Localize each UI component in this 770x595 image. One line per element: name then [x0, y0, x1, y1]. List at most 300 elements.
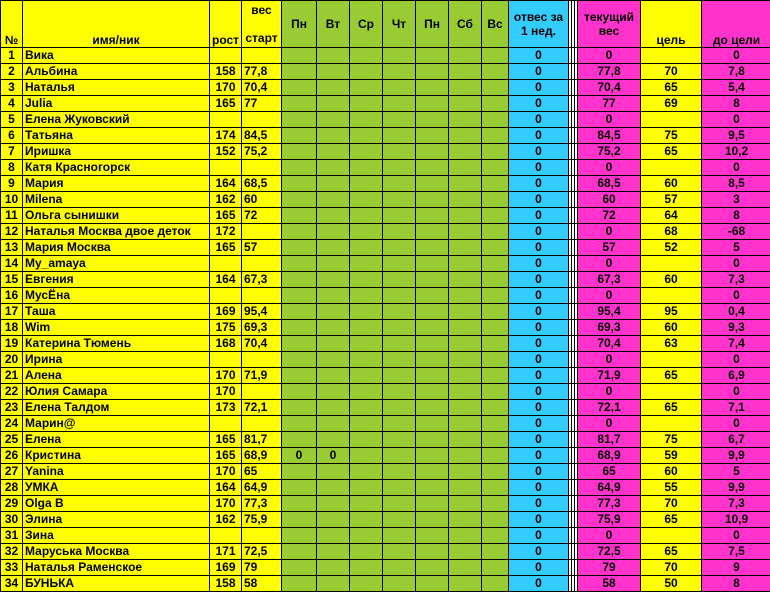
cell-day-sun[interactable]	[482, 528, 509, 544]
cell-day-thu[interactable]	[383, 528, 416, 544]
cell-day-thu[interactable]	[383, 288, 416, 304]
cell-day-wed[interactable]	[350, 320, 383, 336]
cell-to-goal[interactable]: 0	[702, 112, 770, 128]
cell-height[interactable]	[210, 528, 242, 544]
cell-day-tue[interactable]	[317, 544, 350, 560]
cell-loss-week[interactable]: 0	[509, 112, 569, 128]
cell-day-sat[interactable]	[449, 240, 482, 256]
cell-day-sun[interactable]	[482, 240, 509, 256]
cell-day-sat[interactable]	[449, 384, 482, 400]
cell-day-wed[interactable]	[350, 352, 383, 368]
cell-start-weight[interactable]	[242, 528, 282, 544]
cell-num[interactable]: 26	[1, 448, 23, 464]
cell-day-thu[interactable]	[383, 464, 416, 480]
cell-day-tue[interactable]	[317, 416, 350, 432]
cell-day-sat[interactable]	[449, 320, 482, 336]
cell-name[interactable]: Катерина Тюмень	[23, 336, 210, 352]
cell-height[interactable]	[210, 416, 242, 432]
cell-name[interactable]: Альбина	[23, 64, 210, 80]
cell-loss-week[interactable]: 0	[509, 288, 569, 304]
cell-current-weight[interactable]: 0	[578, 224, 641, 240]
cell-loss-week[interactable]: 0	[509, 464, 569, 480]
cell-current-weight[interactable]: 0	[578, 384, 641, 400]
cell-day-tue[interactable]	[317, 192, 350, 208]
cell-day-sat[interactable]	[449, 560, 482, 576]
cell-goal[interactable]: 65	[641, 400, 702, 416]
cell-start-weight[interactable]	[242, 48, 282, 64]
cell-day-fri[interactable]	[416, 240, 449, 256]
cell-day-sat[interactable]	[449, 192, 482, 208]
cell-day-wed[interactable]	[350, 384, 383, 400]
cell-day-sun[interactable]	[482, 400, 509, 416]
cell-loss-week[interactable]: 0	[509, 560, 569, 576]
cell-day-sat[interactable]	[449, 224, 482, 240]
cell-num[interactable]: 11	[1, 208, 23, 224]
cell-goal[interactable]: 68	[641, 224, 702, 240]
cell-day-wed[interactable]	[350, 432, 383, 448]
cell-name[interactable]: Yanina	[23, 464, 210, 480]
cell-current-weight[interactable]: 57	[578, 240, 641, 256]
cell-day-fri[interactable]	[416, 112, 449, 128]
cell-start-weight[interactable]: 67,3	[242, 272, 282, 288]
cell-day-thu[interactable]	[383, 496, 416, 512]
cell-day-tue[interactable]	[317, 48, 350, 64]
cell-day-sun[interactable]	[482, 192, 509, 208]
cell-day-tue[interactable]	[317, 480, 350, 496]
cell-day-sat[interactable]	[449, 544, 482, 560]
cell-day-mon[interactable]	[282, 496, 317, 512]
cell-name[interactable]: Olga B	[23, 496, 210, 512]
cell-day-mon[interactable]	[282, 352, 317, 368]
cell-loss-week[interactable]: 0	[509, 320, 569, 336]
cell-to-goal[interactable]: 0	[702, 48, 770, 64]
cell-goal[interactable]: 70	[641, 64, 702, 80]
cell-day-mon[interactable]	[282, 576, 317, 592]
cell-day-tue[interactable]	[317, 560, 350, 576]
cell-start-weight[interactable]: 75,2	[242, 144, 282, 160]
cell-day-thu[interactable]	[383, 480, 416, 496]
cell-current-weight[interactable]: 84,5	[578, 128, 641, 144]
cell-day-mon[interactable]	[282, 160, 317, 176]
cell-loss-week[interactable]: 0	[509, 352, 569, 368]
cell-to-goal[interactable]: 9,5	[702, 128, 770, 144]
cell-num[interactable]: 4	[1, 96, 23, 112]
cell-current-weight[interactable]: 0	[578, 352, 641, 368]
cell-day-fri[interactable]	[416, 160, 449, 176]
cell-day-mon[interactable]	[282, 224, 317, 240]
cell-loss-week[interactable]: 0	[509, 512, 569, 528]
cell-current-weight[interactable]: 0	[578, 288, 641, 304]
cell-day-tue[interactable]	[317, 176, 350, 192]
header-day-tue[interactable]: Вт	[317, 1, 350, 48]
cell-loss-week[interactable]: 0	[509, 176, 569, 192]
cell-to-goal[interactable]: 9,3	[702, 320, 770, 336]
cell-to-goal[interactable]: 5	[702, 240, 770, 256]
cell-day-sun[interactable]	[482, 448, 509, 464]
cell-day-sun[interactable]	[482, 176, 509, 192]
cell-day-sun[interactable]	[482, 560, 509, 576]
cell-current-weight[interactable]: 75,9	[578, 512, 641, 528]
cell-day-tue[interactable]	[317, 304, 350, 320]
cell-height[interactable]	[210, 160, 242, 176]
cell-day-tue[interactable]	[317, 400, 350, 416]
cell-loss-week[interactable]: 0	[509, 544, 569, 560]
cell-goal[interactable]: 69	[641, 96, 702, 112]
cell-name[interactable]: Татьяна	[23, 128, 210, 144]
cell-goal[interactable]: 57	[641, 192, 702, 208]
cell-day-tue[interactable]	[317, 288, 350, 304]
cell-day-tue[interactable]	[317, 224, 350, 240]
cell-height[interactable]: 162	[210, 192, 242, 208]
cell-day-wed[interactable]	[350, 240, 383, 256]
cell-start-weight[interactable]: 77,8	[242, 64, 282, 80]
cell-day-sun[interactable]	[482, 480, 509, 496]
cell-height[interactable]: 170	[210, 464, 242, 480]
cell-num[interactable]: 29	[1, 496, 23, 512]
cell-day-sat[interactable]	[449, 208, 482, 224]
cell-day-thu[interactable]	[383, 96, 416, 112]
header-num[interactable]: №	[1, 1, 23, 48]
cell-day-wed[interactable]	[350, 272, 383, 288]
cell-day-fri[interactable]	[416, 416, 449, 432]
cell-goal[interactable]	[641, 384, 702, 400]
cell-loss-week[interactable]: 0	[509, 160, 569, 176]
cell-goal[interactable]: 63	[641, 336, 702, 352]
cell-day-thu[interactable]	[383, 256, 416, 272]
cell-goal[interactable]	[641, 256, 702, 272]
cell-goal[interactable]	[641, 160, 702, 176]
cell-day-wed[interactable]	[350, 96, 383, 112]
cell-goal[interactable]: 59	[641, 448, 702, 464]
cell-name[interactable]: Milena	[23, 192, 210, 208]
cell-goal[interactable]: 60	[641, 272, 702, 288]
cell-day-fri[interactable]	[416, 96, 449, 112]
cell-day-thu[interactable]	[383, 336, 416, 352]
cell-day-fri[interactable]	[416, 176, 449, 192]
cell-num[interactable]: 19	[1, 336, 23, 352]
header-to-goal[interactable]: до цели	[702, 1, 770, 48]
cell-current-weight[interactable]: 72,5	[578, 544, 641, 560]
cell-num[interactable]: 9	[1, 176, 23, 192]
cell-day-sat[interactable]	[449, 352, 482, 368]
header-current-weight[interactable]: текущий вес	[578, 1, 641, 48]
cell-start-weight[interactable]	[242, 352, 282, 368]
cell-goal[interactable]: 70	[641, 496, 702, 512]
cell-start-weight[interactable]: 65	[242, 464, 282, 480]
header-day-thu[interactable]: Чт	[383, 1, 416, 48]
cell-name[interactable]: My_amaya	[23, 256, 210, 272]
cell-num[interactable]: 22	[1, 384, 23, 400]
cell-start-weight[interactable]: 75,9	[242, 512, 282, 528]
cell-height[interactable]: 172	[210, 224, 242, 240]
cell-day-mon[interactable]	[282, 560, 317, 576]
cell-name[interactable]: Julia	[23, 96, 210, 112]
cell-height[interactable]: 165	[210, 448, 242, 464]
cell-day-fri[interactable]	[416, 480, 449, 496]
cell-day-wed[interactable]	[350, 496, 383, 512]
cell-day-fri[interactable]	[416, 320, 449, 336]
header-day-sun[interactable]: Вс	[482, 1, 509, 48]
cell-day-sun[interactable]	[482, 576, 509, 592]
cell-day-sat[interactable]	[449, 416, 482, 432]
cell-day-thu[interactable]	[383, 224, 416, 240]
cell-num[interactable]: 30	[1, 512, 23, 528]
cell-day-sun[interactable]	[482, 64, 509, 80]
cell-start-weight[interactable]	[242, 416, 282, 432]
cell-start-weight[interactable]: 68,9	[242, 448, 282, 464]
cell-day-sat[interactable]	[449, 496, 482, 512]
cell-day-tue[interactable]	[317, 80, 350, 96]
cell-day-fri[interactable]	[416, 224, 449, 240]
cell-day-wed[interactable]	[350, 400, 383, 416]
cell-to-goal[interactable]: 8	[702, 576, 770, 592]
cell-day-sun[interactable]	[482, 512, 509, 528]
cell-day-sat[interactable]	[449, 288, 482, 304]
cell-day-sat[interactable]	[449, 512, 482, 528]
cell-name[interactable]: Мария Москва	[23, 240, 210, 256]
cell-name[interactable]: Наталья Москва двое деток	[23, 224, 210, 240]
cell-to-goal[interactable]: 0,4	[702, 304, 770, 320]
cell-num[interactable]: 20	[1, 352, 23, 368]
cell-day-fri[interactable]	[416, 544, 449, 560]
cell-current-weight[interactable]: 70,4	[578, 336, 641, 352]
header-day-mon[interactable]: Пн	[282, 1, 317, 48]
cell-day-sat[interactable]	[449, 528, 482, 544]
cell-name[interactable]: Ольга сынишки	[23, 208, 210, 224]
cell-loss-week[interactable]: 0	[509, 432, 569, 448]
cell-day-fri[interactable]	[416, 144, 449, 160]
cell-day-fri[interactable]	[416, 256, 449, 272]
cell-num[interactable]: 15	[1, 272, 23, 288]
cell-start-weight[interactable]: 60	[242, 192, 282, 208]
cell-day-tue[interactable]	[317, 320, 350, 336]
cell-day-sun[interactable]	[482, 96, 509, 112]
cell-day-mon[interactable]	[282, 400, 317, 416]
cell-day-thu[interactable]	[383, 544, 416, 560]
cell-day-tue[interactable]	[317, 272, 350, 288]
cell-day-sat[interactable]	[449, 176, 482, 192]
cell-day-thu[interactable]	[383, 240, 416, 256]
cell-day-fri[interactable]	[416, 576, 449, 592]
cell-day-thu[interactable]	[383, 416, 416, 432]
cell-goal[interactable]	[641, 416, 702, 432]
cell-day-sun[interactable]	[482, 368, 509, 384]
cell-current-weight[interactable]: 72	[578, 208, 641, 224]
cell-day-wed[interactable]	[350, 192, 383, 208]
cell-day-mon[interactable]: 0	[282, 448, 317, 464]
cell-day-fri[interactable]	[416, 400, 449, 416]
cell-height[interactable]: 169	[210, 304, 242, 320]
cell-to-goal[interactable]: -68	[702, 224, 770, 240]
cell-name[interactable]: УМКА	[23, 480, 210, 496]
cell-name[interactable]: Наталья	[23, 80, 210, 96]
cell-day-thu[interactable]	[383, 352, 416, 368]
header-day-fri[interactable]: Пн	[416, 1, 449, 48]
cell-day-mon[interactable]	[282, 512, 317, 528]
cell-current-weight[interactable]: 68,5	[578, 176, 641, 192]
cell-height[interactable]: 173	[210, 400, 242, 416]
cell-day-sun[interactable]	[482, 464, 509, 480]
cell-goal[interactable]	[641, 48, 702, 64]
cell-day-tue[interactable]	[317, 384, 350, 400]
cell-day-sun[interactable]	[482, 48, 509, 64]
cell-day-sat[interactable]	[449, 368, 482, 384]
cell-num[interactable]: 6	[1, 128, 23, 144]
cell-day-mon[interactable]	[282, 112, 317, 128]
cell-name[interactable]: Вика	[23, 48, 210, 64]
cell-goal[interactable]	[641, 112, 702, 128]
cell-loss-week[interactable]: 0	[509, 416, 569, 432]
cell-to-goal[interactable]: 7,3	[702, 496, 770, 512]
cell-goal[interactable]	[641, 528, 702, 544]
cell-day-wed[interactable]	[350, 544, 383, 560]
cell-day-wed[interactable]	[350, 112, 383, 128]
cell-name[interactable]: Таша	[23, 304, 210, 320]
cell-day-fri[interactable]	[416, 192, 449, 208]
cell-start-weight[interactable]: 69,3	[242, 320, 282, 336]
cell-height[interactable]: 164	[210, 480, 242, 496]
cell-loss-week[interactable]: 0	[509, 528, 569, 544]
cell-day-tue[interactable]	[317, 112, 350, 128]
cell-loss-week[interactable]: 0	[509, 304, 569, 320]
cell-day-tue[interactable]	[317, 432, 350, 448]
cell-current-weight[interactable]: 75,2	[578, 144, 641, 160]
cell-height[interactable]: 171	[210, 544, 242, 560]
cell-day-mon[interactable]	[282, 464, 317, 480]
cell-to-goal[interactable]: 7,8	[702, 64, 770, 80]
header-start-weight[interactable]	[242, 1, 282, 48]
cell-goal[interactable]: 65	[641, 368, 702, 384]
cell-day-tue[interactable]	[317, 368, 350, 384]
cell-day-fri[interactable]	[416, 288, 449, 304]
cell-current-weight[interactable]: 69,3	[578, 320, 641, 336]
cell-loss-week[interactable]: 0	[509, 384, 569, 400]
cell-start-weight[interactable]	[242, 160, 282, 176]
cell-current-weight[interactable]: 77,3	[578, 496, 641, 512]
cell-num[interactable]: 2	[1, 64, 23, 80]
cell-height[interactable]: 169	[210, 560, 242, 576]
cell-to-goal[interactable]: 7,3	[702, 272, 770, 288]
cell-start-weight[interactable]: 57	[242, 240, 282, 256]
cell-start-weight[interactable]: 72,5	[242, 544, 282, 560]
cell-day-fri[interactable]	[416, 352, 449, 368]
cell-day-wed[interactable]	[350, 304, 383, 320]
cell-day-fri[interactable]	[416, 384, 449, 400]
cell-to-goal[interactable]: 5	[702, 464, 770, 480]
cell-height[interactable]: 162	[210, 512, 242, 528]
cell-height[interactable]: 170	[210, 80, 242, 96]
cell-name[interactable]: Евгения	[23, 272, 210, 288]
cell-day-wed[interactable]	[350, 336, 383, 352]
cell-to-goal[interactable]: 0	[702, 416, 770, 432]
cell-day-fri[interactable]	[416, 528, 449, 544]
cell-num[interactable]: 17	[1, 304, 23, 320]
cell-day-sat[interactable]	[449, 144, 482, 160]
cell-current-weight[interactable]: 72,1	[578, 400, 641, 416]
cell-day-sun[interactable]	[482, 352, 509, 368]
cell-to-goal[interactable]: 7,5	[702, 544, 770, 560]
cell-day-fri[interactable]	[416, 304, 449, 320]
cell-day-thu[interactable]	[383, 432, 416, 448]
cell-day-mon[interactable]	[282, 192, 317, 208]
cell-day-sun[interactable]	[482, 496, 509, 512]
cell-start-weight[interactable]: 95,4	[242, 304, 282, 320]
cell-day-mon[interactable]	[282, 384, 317, 400]
cell-name[interactable]: Зина	[23, 528, 210, 544]
cell-day-sun[interactable]	[482, 160, 509, 176]
cell-day-fri[interactable]	[416, 448, 449, 464]
cell-day-thu[interactable]	[383, 560, 416, 576]
cell-start-weight[interactable]: 84,5	[242, 128, 282, 144]
cell-start-weight[interactable]: 72,1	[242, 400, 282, 416]
cell-height[interactable]: 165	[210, 240, 242, 256]
cell-num[interactable]: 7	[1, 144, 23, 160]
cell-current-weight[interactable]: 70,4	[578, 80, 641, 96]
cell-day-sat[interactable]	[449, 448, 482, 464]
cell-height[interactable]	[210, 288, 242, 304]
cell-day-sun[interactable]	[482, 224, 509, 240]
cell-name[interactable]: Юлия Самара	[23, 384, 210, 400]
cell-height[interactable]: 170	[210, 496, 242, 512]
cell-day-fri[interactable]	[416, 464, 449, 480]
cell-start-weight[interactable]	[242, 384, 282, 400]
header-loss-week[interactable]: отвес за 1 нед.	[509, 1, 569, 48]
cell-day-sat[interactable]	[449, 480, 482, 496]
cell-name[interactable]: Елена	[23, 432, 210, 448]
cell-day-mon[interactable]	[282, 368, 317, 384]
cell-day-sun[interactable]	[482, 288, 509, 304]
cell-day-fri[interactable]	[416, 512, 449, 528]
cell-goal[interactable]: 60	[641, 464, 702, 480]
cell-day-thu[interactable]	[383, 160, 416, 176]
cell-current-weight[interactable]: 77	[578, 96, 641, 112]
cell-day-wed[interactable]	[350, 512, 383, 528]
cell-day-thu[interactable]	[383, 144, 416, 160]
cell-num[interactable]: 16	[1, 288, 23, 304]
cell-start-weight[interactable]: 70,4	[242, 336, 282, 352]
cell-day-fri[interactable]	[416, 336, 449, 352]
cell-day-mon[interactable]	[282, 64, 317, 80]
cell-to-goal[interactable]: 0	[702, 288, 770, 304]
cell-day-mon[interactable]	[282, 272, 317, 288]
cell-day-thu[interactable]	[383, 448, 416, 464]
cell-day-sun[interactable]	[482, 416, 509, 432]
cell-to-goal[interactable]: 9,9	[702, 480, 770, 496]
cell-day-mon[interactable]	[282, 480, 317, 496]
cell-height[interactable]: 175	[210, 320, 242, 336]
cell-loss-week[interactable]: 0	[509, 240, 569, 256]
cell-height[interactable]: 165	[210, 432, 242, 448]
cell-goal[interactable]: 55	[641, 480, 702, 496]
cell-num[interactable]: 21	[1, 368, 23, 384]
cell-goal[interactable]	[641, 288, 702, 304]
cell-day-sun[interactable]	[482, 320, 509, 336]
cell-name[interactable]: Wim	[23, 320, 210, 336]
cell-start-weight[interactable]: 64,9	[242, 480, 282, 496]
cell-loss-week[interactable]: 0	[509, 192, 569, 208]
cell-day-thu[interactable]	[383, 64, 416, 80]
cell-day-thu[interactable]	[383, 48, 416, 64]
cell-day-tue[interactable]	[317, 240, 350, 256]
cell-day-mon[interactable]	[282, 336, 317, 352]
cell-loss-week[interactable]: 0	[509, 256, 569, 272]
cell-day-wed[interactable]	[350, 448, 383, 464]
cell-day-mon[interactable]	[282, 528, 317, 544]
cell-start-weight[interactable]: 58	[242, 576, 282, 592]
cell-day-sun[interactable]	[482, 112, 509, 128]
cell-day-tue[interactable]	[317, 336, 350, 352]
cell-day-mon[interactable]	[282, 544, 317, 560]
